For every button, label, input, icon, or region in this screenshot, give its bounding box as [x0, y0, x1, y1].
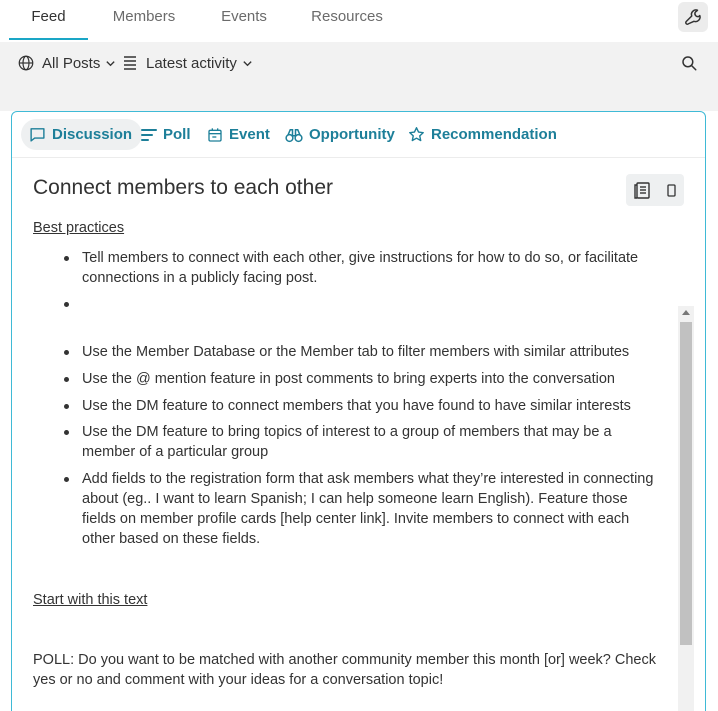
- wrench-icon: [684, 8, 702, 26]
- sort-filter-dropdown[interactable]: [123, 52, 253, 74]
- post-type-poll[interactable]: [141, 119, 191, 150]
- document-view-icon[interactable]: [634, 182, 650, 199]
- search-button[interactable]: [678, 52, 700, 74]
- post-type-label: Poll: [163, 126, 191, 143]
- filter-bar: [0, 42, 718, 87]
- tab-members[interactable]: Members: [112, 8, 176, 25]
- post-type-label: Recommendation: [431, 126, 557, 143]
- poll-template-text: POLL: Do you want to be matched with another community member this month [or] week? Check yes or no and comment with your ideas for a conversation topic!: [33, 652, 656, 688]
- star-icon: [408, 126, 425, 143]
- posts-filter-dropdown[interactable]: [17, 52, 116, 74]
- chevron-down-icon: [105, 58, 116, 69]
- list-item: Add fields to the registration form that ask members what they’re interested in connecting about (eg.. I want to learn Spanish; I can help someone learn English). Feature those fields on member profile cards [help center link]. Invite members to connect with each other based on these fields.: [33, 469, 663, 549]
- poll-icon: [141, 128, 157, 142]
- feed-background: [0, 87, 718, 111]
- discussion-icon: [29, 126, 46, 143]
- post-type-event[interactable]: [207, 119, 270, 150]
- post-type-label: Opportunity: [309, 126, 395, 143]
- post-title[interactable]: Connect members to each other: [33, 176, 333, 199]
- best-practices-list: [33, 248, 663, 549]
- list-item: [33, 294, 663, 342]
- mobile-view-icon[interactable]: [667, 184, 676, 197]
- editor-scrollbar[interactable]: [678, 306, 694, 711]
- globe-icon: [17, 54, 35, 72]
- search-icon: [680, 54, 698, 72]
- post-type-recommendation[interactable]: [408, 119, 557, 150]
- post-body-editor[interactable]: [12, 209, 692, 711]
- binoculars-icon: [285, 127, 303, 143]
- chevron-down-icon: [242, 58, 253, 69]
- post-type-selector: [12, 112, 705, 158]
- post-composer: [11, 111, 706, 711]
- top-nav: [0, 0, 718, 42]
- active-tab-indicator: [9, 38, 88, 40]
- tab-feed[interactable]: Feed: [31, 8, 66, 25]
- post-type-label: Discussion: [52, 126, 133, 143]
- sort-list-icon: [123, 55, 137, 71]
- start-text-heading[interactable]: Start with this text: [33, 592, 148, 608]
- best-practices-heading[interactable]: Best practices: [33, 220, 125, 236]
- post-type-discussion[interactable]: [21, 119, 142, 150]
- posts-filter-label: All Posts: [42, 54, 101, 72]
- sort-filter-label: Latest activity: [146, 54, 237, 72]
- list-item: Use the DM feature to bring topics of interest to a group of members that may be a member of a particular group: [33, 422, 663, 469]
- list-item: Tell members to connect with each other, give instructions for how to do so, or facilitate connections in a publicly facing post.: [33, 248, 663, 294]
- tab-events[interactable]: Events: [221, 8, 267, 25]
- list-item: Use the Member Database or the Member tab to filter members with similar attributes: [33, 342, 663, 369]
- admin-tools-button[interactable]: [678, 2, 708, 32]
- post-type-label: Event: [229, 126, 270, 143]
- scroll-up-arrow[interactable]: [682, 310, 690, 315]
- editor-view-toggle: [626, 174, 684, 206]
- list-item: Use the DM feature to connect members that you have found to have similar interests: [33, 396, 663, 422]
- scroll-thumb[interactable]: [680, 322, 692, 645]
- calendar-icon: [207, 127, 223, 143]
- list-item: Use the @ mention feature in post comments to bring experts into the conversation: [33, 369, 663, 396]
- tab-resources[interactable]: Resources: [311, 8, 383, 25]
- post-type-opportunity[interactable]: [285, 119, 395, 150]
